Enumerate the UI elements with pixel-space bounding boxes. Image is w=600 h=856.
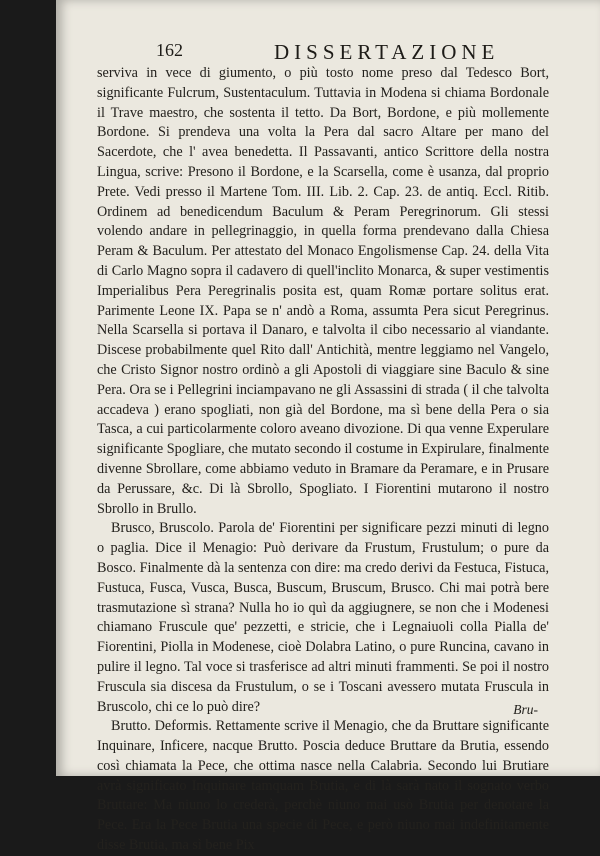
paragraph-bordone: serviva in vece di giumento, o più tosto nome preso dal Tedesco Bort, significante Fulcrum, Sustentaculum. Tuttavia in Modena si chiama Bordonale il Trave maestro, che sostenta il tetto. Da Bort, Bordone, e più mollemente Bordone. Si prendeva una volta la Pera dal sacro Altare per mano del Sacerdote, che l' avea benedetta. Il Passavanti, antico Scrittore della nostra Lingua, scrive: Presono il Bordone, e la Scarsella, come è usanza, dal proprio Prete. Vedi presso il Martene Tom. III. Lib. 2. Cap. 23. de antiq. Eccl. Ritib. Ordinem ad benedicendum Baculum & Peram Peregrinorum. Gli stessi volendo andare in pellegrinaggio, in quella forma prendevano dalla Chiesa Peram & Baculum. Per attestato del Monaco Engolismense Cap. 24. della Vita di Carlo Magno sopra il cadavero di quell'inclito Monarca, & super vestimentis Imperialibus Pera Peregrinalis posita est, quam Romæ portare solitus erat. Parimente Leone IX. Papa se n' andò a Roma, assumta Pera sicut Peregrinus. Nella Scarsella si portava il Danaro, e talvolta il cibo necessario al viandante. Discese probabilmente quel Rito dall' Antichità, mentre leggiamo nel Vangelo, che Cristo Signor nostro ordinò a gli Apostoli di viaggiare sine Baculo & sine Pera. Ora se i Pellegrini inciampavano ne gli Assassini di strada ( il che talvolta accadeva ) erano spogliati, non già del Bordone, ma sì bene della Pera o sia Tasca, a cui particolarmente coloro aveano divozione. Di qua venne Experulare significante Spogliare, che mutato secondo il costume in Expirulare, finalmente divenne Sbrollare, come abbiamo veduto in Bramare da Peramare, e in Prusare da Perussare, &c. Di là Sbrollo, Spogliato. I Fiorentini mutarono il nostro Sbrollo in Brullo. (97, 64, 549, 519)
paragraph-brutto: Brutto. Deformis. Rettamente scrive il Menagio, che da Bruttare significante Inquinare, Inficere, nacque Brutto. Poscia deduce Bruttare da Brutia, essendo così chiamata la Pece, che ottima nasce nella Calabria. Secondo lui Brutiare avrà significato Inquinare tamquam Brutia, e di là sarà nato il sognato verbo Bruttare: Ma niuno lo crederà, perchè niuno mai usò Brutia per denotare la Pece. Era la Pece Brutia una specie di Pece, e però niuno mai indefinitamente disse Brutia, ma sì bene Pix (97, 717, 549, 856)
catchword: Bru- (513, 702, 538, 718)
body-text (97, 64, 549, 856)
page-header (156, 40, 600, 64)
paragraph-brusco: Brusco, Bruscolo. Parola de' Fiorentini per significare pezzi minuti di legno o paglia. Dice il Menagio: Può derivare da Frustum, Frustulum; o pure da Bosco. Finalmente dà la sentenza con dire: ma credo derivi da Festuca, Fistuca, Fustuca, Fusca, Vusca, Busca, Buscum, Bruscum, Brusco. Chi mai potrà bere trasmutazione sì strana? Nulla ho io quì da aggiugnere, se non che i Modenesi chiamano Fruscule que' pezzetti, e stricie, che i Legnaiuoli colla Pialla de' Fiorentini, Piolla in Modenese, cioè Dolabra Latino, o pure Runcina, cavano in pulire il legno. Tal voce si trasferisce ad altri minuti frammenti. Se poi il nostro Fruscula sia discesa da Frustulum, o se i Toscani avessero mutata Fruscula in Bruscolo, chi ce lo può dire? (97, 519, 549, 717)
running-title: DISSERTAZIONE (274, 40, 499, 65)
page-number: 162 (156, 40, 183, 61)
